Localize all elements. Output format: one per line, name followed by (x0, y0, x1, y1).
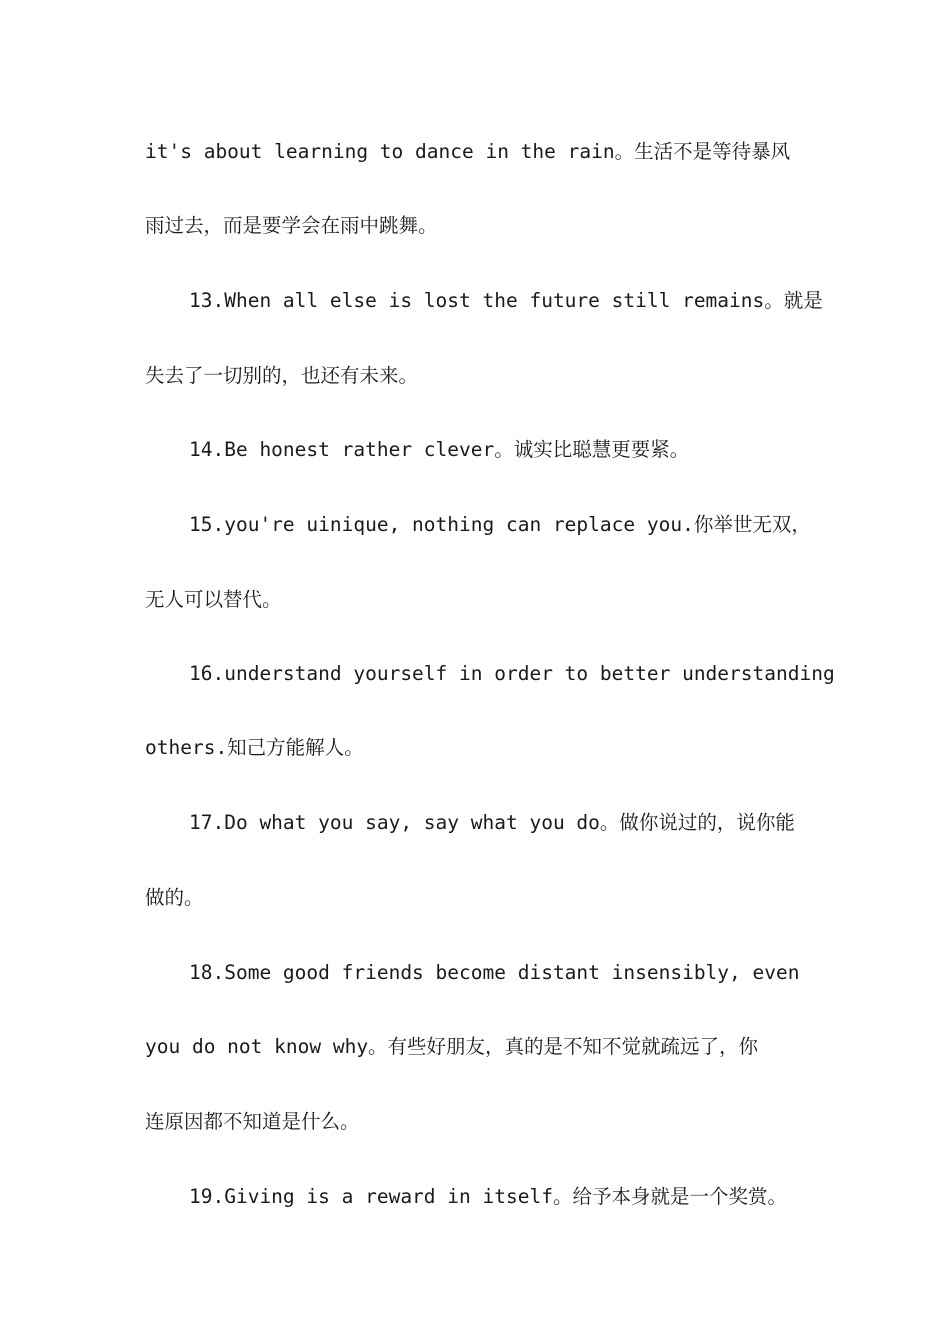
text-line: 无人可以替代。 (145, 588, 282, 611)
text-line: 16.understand yourself in order to better understanding (189, 662, 835, 685)
text-line: it's about learning to dance in the rain。生活不是等待暴风 (145, 140, 791, 163)
text-line: 13.When all else is lost the future still remains。就是 (189, 289, 823, 312)
text-line: 失去了一切别的，也还有未来。 (145, 364, 419, 387)
text-line: 18.Some good friends become distant insensibly, even (189, 961, 800, 984)
text-line: 17.Do what you say, say what you do。做你说过的，说你能 (189, 811, 795, 834)
text-line: 14.Be honest rather clever。诚实比聪慧更要紧。 (189, 438, 690, 461)
text-line: 15.you're uinique, nothing can replace you.你举世无双， (189, 513, 811, 536)
text-line: 19.Giving is a reward in itself。给予本身就是一个奖赏。 (189, 1185, 787, 1208)
text-line: 做的。 (145, 886, 204, 909)
text-line: you do not know why。有些好朋友，真的是不知不觉就疏远了，你 (145, 1035, 759, 1058)
text-line: 连原因都不知道是什么。 (145, 1110, 360, 1133)
text-line: others.知己方能解人。 (145, 736, 364, 759)
text-line: 雨过去，而是要学会在雨中跳舞。 (145, 214, 438, 237)
